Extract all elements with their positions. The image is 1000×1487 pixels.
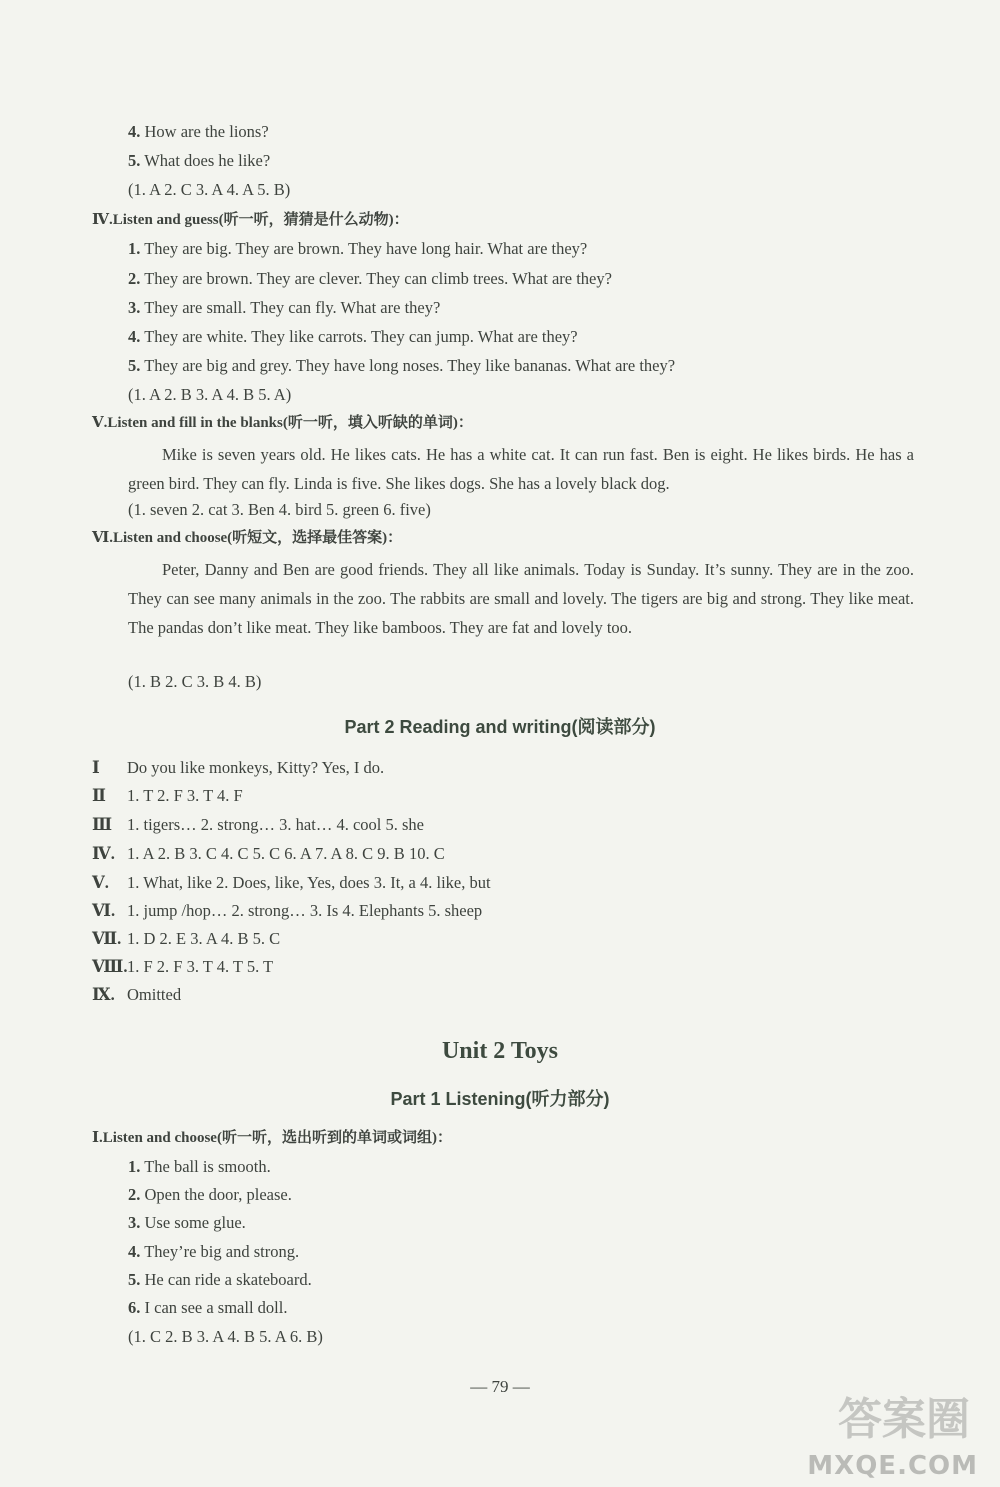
page-number: — 79 —: [470, 1377, 530, 1396]
answer-row: Ⅴ. 1. What, like 2. Does, like, Yes, does 3. It, a 4. like, but: [92, 873, 491, 892]
answer-row: Ⅰ Do you like monkeys, Kitty? Yes, I do.: [92, 758, 385, 777]
answer-row: Ⅶ. 1. D 2. E 3. A 4. B 5. C: [92, 929, 281, 948]
list-item: 3. Use some glue.: [128, 1213, 246, 1232]
listening-passage: Mike is seven years old. He likes cats. He has a white cat. It can run fast. Ben is eight. He likes birds. He has a green bird. They can fly. Linda is five. She likes dogs. She has a lovely black dog.: [128, 445, 914, 493]
list-item: 1. The ball is smooth.: [128, 1157, 271, 1176]
answer-row: Ⅲ 1. tigers… 2. strong… 3. hat… 4. cool 5. she: [92, 815, 424, 834]
list-item: 6. I can see a small doll.: [128, 1298, 288, 1317]
list-item: 4. How are the lions?: [128, 122, 269, 141]
answer-line: (1. A 2. B 3. A 4. B 5. A): [128, 385, 292, 404]
answer-row: Ⅱ 1. T 2. F 3. T 4. F: [92, 786, 243, 805]
part-title: Part 2 Reading and writing(阅读部分): [344, 717, 656, 737]
answer-row: Ⅵ. 1. jump /hop… 2. strong… 3. Is 4. Elephants 5. sheep: [92, 901, 483, 920]
watermark-logo: 答案圈: [838, 1394, 970, 1445]
part-title: Part 1 Listening(听力部分): [390, 1089, 610, 1109]
section-heading: Ⅴ.Listen and fill in the blanks(听一听，填入听缺的单词)：: [92, 415, 473, 431]
section-heading: Ⅵ.Listen and choose(听短文，选择最佳答案)：: [92, 530, 403, 546]
list-item: 5. He can ride a skateboard.: [128, 1270, 312, 1289]
list-item: 2. Open the door, please.: [128, 1185, 292, 1204]
listening-passage: Peter, Danny and Ben are good friends. They all like animals. Today is Sunday. It’s sunny. They are in the zoo. They can see many animals in the zoo. The rabbits are small and lovely. The tigers are big and strong. They like meat. The pandas don’t like meat. They like bamboos. They are fat and lovely too.: [128, 560, 914, 637]
section-heading: Ⅳ.Listen and guess(听一听，猜猜是什么动物)：: [92, 212, 409, 228]
watermark-url: MXQE.COM: [807, 1451, 978, 1481]
list-item: 5. What does he like?: [128, 151, 271, 170]
list-item: 3. They are small. They can fly. What are they?: [128, 298, 441, 317]
answer-line: (1. seven 2. cat 3. Ben 4. bird 5. green 6. five): [128, 500, 431, 519]
list-item: 4. They’re big and strong.: [128, 1242, 300, 1261]
section-heading: Ⅰ.Listen and choose(听一听，选出听到的单词或词组)：: [92, 1130, 452, 1146]
answer-row: Ⅷ.1. F 2. F 3. T 4. T 5. T: [92, 957, 274, 976]
answer-line: (1. C 2. B 3. A 4. B 5. A 6. B): [128, 1327, 323, 1346]
list-item: 2. They are brown. They are clever. They can climb trees. What are they?: [128, 269, 612, 288]
answer-line: (1. B 2. C 3. B 4. B): [128, 672, 262, 691]
unit-title: Unit 2 Toys: [441, 1038, 559, 1064]
answer-row: Ⅳ. 1. A 2. B 3. C 4. C 5. C 6. A 7. A 8. C 9. B 10. C: [92, 844, 445, 863]
list-item: 1. They are big. They are brown. They have long hair. What are they?: [128, 239, 588, 258]
answer-row: Ⅸ. Omitted: [92, 985, 182, 1004]
answer-line: (1. A 2. C 3. A 4. A 5. B): [128, 180, 291, 199]
list-item: 4. They are white. They like carrots. They can jump. What are they?: [128, 327, 578, 346]
list-item: 5. They are big and grey. They have long noses. They like bananas. What are they?: [128, 356, 676, 375]
